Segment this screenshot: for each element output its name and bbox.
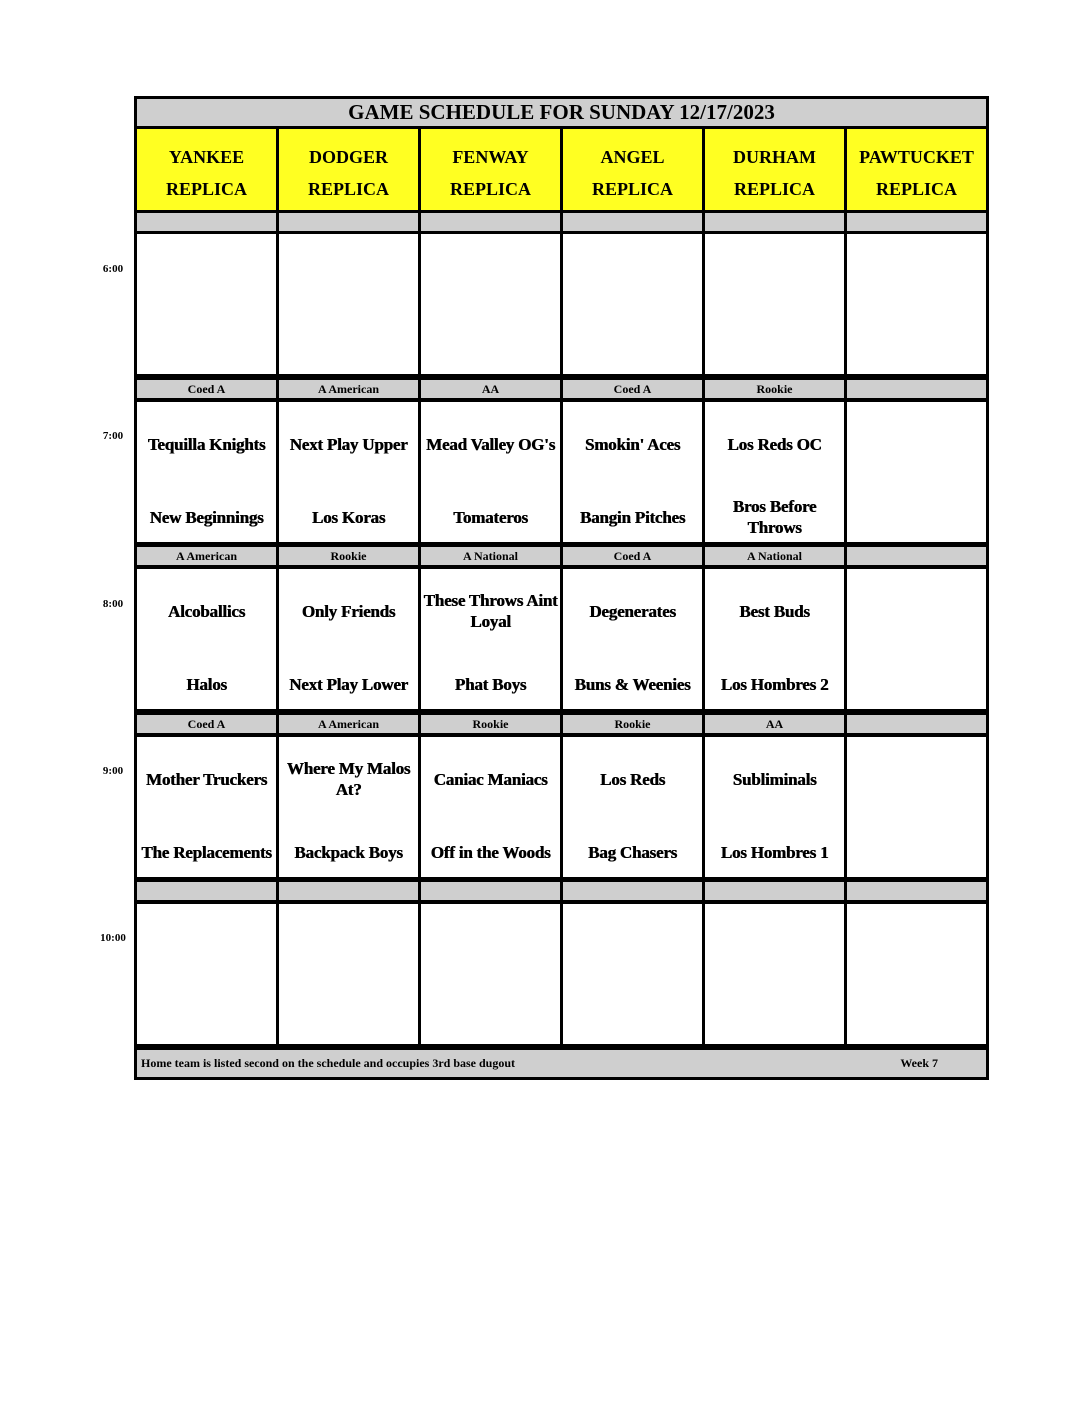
- division-label: A American: [137, 547, 276, 565]
- division-label: [847, 547, 986, 565]
- home-team: [563, 994, 702, 1044]
- home-team: Buns & Weenies: [574, 674, 691, 694]
- game-cell: [421, 234, 560, 374]
- division-label: [563, 213, 702, 231]
- game-cell: [705, 234, 844, 374]
- division-label: [847, 882, 986, 900]
- field-name: DODGER: [308, 147, 388, 167]
- division-label: [421, 882, 560, 900]
- game-cell: [847, 737, 986, 877]
- away-team: [705, 921, 844, 971]
- field-name: FENWAY: [452, 147, 529, 167]
- time-label: 9:00: [102, 765, 124, 777]
- game-cell: [279, 569, 418, 709]
- footer-note: Home team is listed second on the schedule and occupies 3rd base dugout: [141, 1056, 516, 1070]
- home-team: [279, 324, 418, 374]
- division-label: [137, 882, 276, 900]
- field-header: [421, 129, 560, 210]
- away-team: [137, 921, 276, 971]
- away-team: Subliminals: [732, 769, 817, 789]
- away-team: [563, 251, 702, 301]
- away-team: Smokin' Aces: [584, 434, 681, 454]
- division-label: Coed A: [137, 380, 276, 398]
- home-team: Los Koras: [311, 507, 386, 527]
- away-team: Mother Truckers: [145, 769, 268, 789]
- away-team: Los Reds OC: [727, 434, 822, 454]
- field-type: REPLICA: [875, 179, 957, 199]
- home-team: [847, 492, 986, 542]
- home-team: Backpack Boys: [294, 842, 403, 862]
- away-team: [421, 921, 560, 971]
- field-type: REPLICA: [591, 179, 673, 199]
- game-cell: [279, 402, 418, 542]
- field-header: [563, 129, 702, 210]
- game-cell: [563, 402, 702, 542]
- home-team: [847, 324, 986, 374]
- division-label: [279, 213, 418, 231]
- away-team: [847, 921, 986, 971]
- game-cell: [137, 737, 276, 877]
- field-name: YANKEE: [168, 147, 245, 167]
- home-team: Los Hombres 2: [720, 674, 829, 694]
- division-label: [705, 213, 844, 231]
- home-team: Phat Boys: [454, 674, 527, 694]
- home-team: Next Play Lower: [289, 674, 408, 694]
- game-cell: [847, 234, 986, 374]
- away-team: Mead Valley OG's: [425, 434, 556, 454]
- home-team: [563, 324, 702, 374]
- home-team: [705, 994, 844, 1044]
- game-cell: [705, 737, 844, 877]
- division-label: A National: [421, 547, 560, 565]
- away-team: [847, 586, 986, 636]
- away-team: Alcoballics: [167, 601, 246, 621]
- game-cell: [847, 569, 986, 709]
- home-team: Los Hombres 1: [720, 842, 829, 862]
- away-team: [279, 251, 418, 301]
- home-team: Off in the Woods: [430, 842, 551, 862]
- away-team: Los Reds: [600, 769, 665, 789]
- away-team: Tequilla Knights: [147, 434, 266, 454]
- game-cell: [705, 569, 844, 709]
- game-cell: [847, 904, 986, 1044]
- home-team: New Beginnings: [149, 507, 264, 527]
- away-team: [137, 251, 276, 301]
- schedule-footer: [137, 1050, 986, 1077]
- away-team: Only Friends: [301, 601, 396, 621]
- home-team: [847, 994, 986, 1044]
- game-cell: [137, 234, 276, 374]
- game-cell: [421, 904, 560, 1044]
- away-team: [279, 921, 418, 971]
- away-team: [847, 419, 986, 469]
- away-team: Degenerates: [589, 601, 676, 621]
- game-cell: [279, 234, 418, 374]
- game-cell: [421, 569, 560, 709]
- field-type: REPLICA: [307, 179, 389, 199]
- home-team: [847, 659, 986, 709]
- home-team: Bros Before Throws: [732, 497, 817, 537]
- away-team: [421, 251, 560, 301]
- away-team: [705, 251, 844, 301]
- home-team: [137, 324, 276, 374]
- field-header: [705, 129, 844, 210]
- division-label: Rookie: [421, 715, 560, 733]
- division-label: AA: [421, 380, 560, 398]
- field-header: [279, 129, 418, 210]
- home-team: Tomateros: [453, 507, 528, 527]
- home-team: Bangin Pitches: [579, 507, 686, 527]
- division-label: A American: [279, 715, 418, 733]
- game-cell: [705, 402, 844, 542]
- away-team: Caniac Maniacs: [433, 769, 548, 789]
- time-label: 6:00: [102, 263, 124, 275]
- home-team: [279, 994, 418, 1044]
- away-team: [847, 754, 986, 804]
- field-type: REPLICA: [165, 179, 247, 199]
- home-team: [137, 994, 276, 1044]
- game-cell: [563, 234, 702, 374]
- away-team: [563, 921, 702, 971]
- game-cell: [137, 569, 276, 709]
- division-label: Coed A: [563, 547, 702, 565]
- division-label: [705, 882, 844, 900]
- home-team: The Replacements: [141, 842, 272, 862]
- game-cell: [705, 904, 844, 1044]
- game-cell: [137, 402, 276, 542]
- away-team: Best Buds: [739, 601, 810, 621]
- division-label: Rookie: [705, 380, 844, 398]
- game-cell: [563, 569, 702, 709]
- footer-week: Week 7: [900, 1056, 938, 1070]
- home-team: Halos: [186, 674, 227, 694]
- home-team: Bag Chasers: [588, 842, 677, 862]
- division-label: [847, 715, 986, 733]
- away-team: [847, 251, 986, 301]
- schedule-title: GAME SCHEDULE FOR SUNDAY 12/17/2023: [137, 99, 986, 126]
- away-team: Where My Malos At?: [286, 759, 411, 799]
- game-cell: [563, 737, 702, 877]
- game-cell: [563, 904, 702, 1044]
- game-cell: [421, 737, 560, 877]
- home-team: [705, 324, 844, 374]
- time-label: 10:00: [100, 932, 126, 944]
- time-label: 8:00: [102, 598, 124, 610]
- division-label: [847, 380, 986, 398]
- field-name: ANGEL: [600, 147, 665, 167]
- time-label: 7:00: [102, 430, 124, 442]
- game-cell: [279, 904, 418, 1044]
- home-team: [421, 324, 560, 374]
- game-cell: [847, 402, 986, 542]
- field-type: REPLICA: [733, 179, 815, 199]
- division-label: A National: [705, 547, 844, 565]
- division-label: Coed A: [563, 380, 702, 398]
- division-label: A American: [279, 380, 418, 398]
- field-type: REPLICA: [449, 179, 531, 199]
- away-team: These Throws Aint Loyal: [423, 591, 558, 631]
- schedule-table: [134, 96, 989, 1080]
- division-label: Rookie: [279, 547, 418, 565]
- game-cell: [137, 904, 276, 1044]
- home-team: [847, 827, 986, 877]
- division-label: [137, 213, 276, 231]
- division-label: AA: [705, 715, 844, 733]
- away-team: Next Play Upper: [289, 434, 408, 454]
- home-team: [421, 994, 560, 1044]
- game-cell: [279, 737, 418, 877]
- game-cell: [421, 402, 560, 542]
- division-label: Rookie: [563, 715, 702, 733]
- field-header: [847, 129, 986, 210]
- division-label: [847, 213, 986, 231]
- division-label: [563, 882, 702, 900]
- field-name: PAWTUCKET: [859, 147, 974, 167]
- division-label: Coed A: [137, 715, 276, 733]
- field-header: [137, 129, 276, 210]
- division-label: [279, 882, 418, 900]
- field-name: DURHAM: [733, 147, 816, 167]
- division-label: [421, 213, 560, 231]
